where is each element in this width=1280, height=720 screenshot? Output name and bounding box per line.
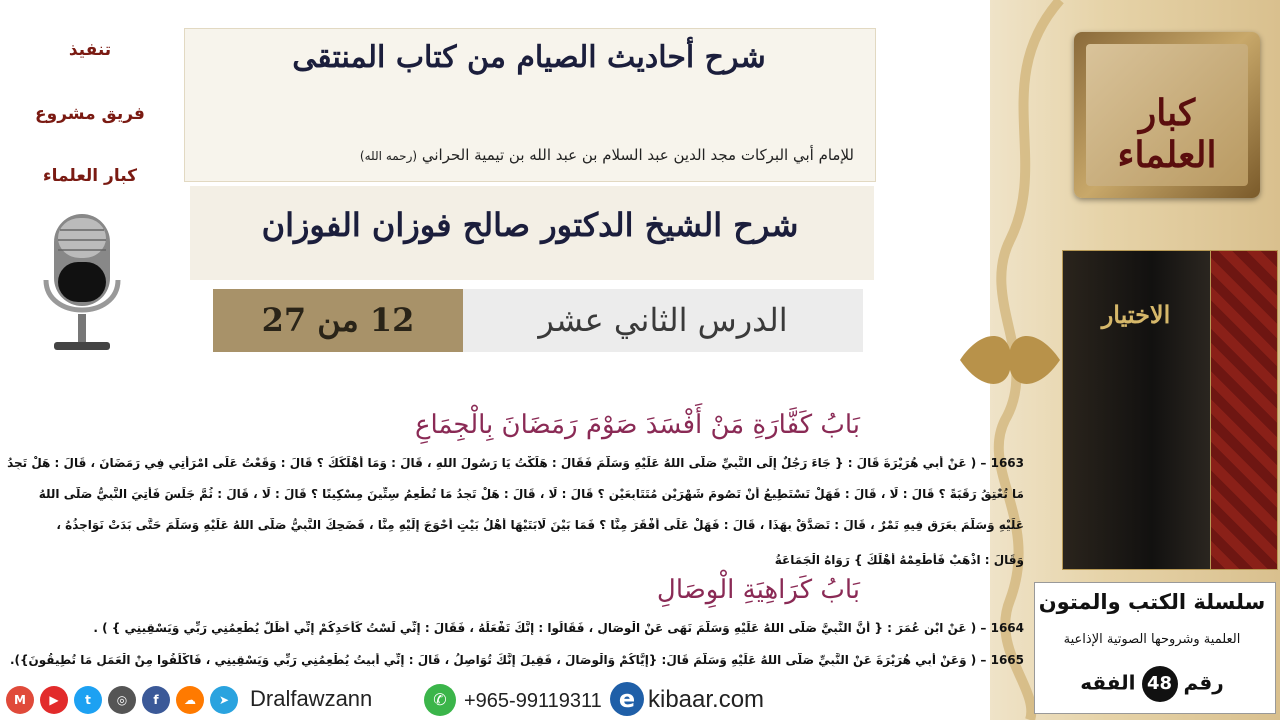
series-category: الفقه [1080, 670, 1136, 695]
subtitle [190, 146, 854, 164]
facebook-icon[interactable]: f [142, 686, 170, 714]
hadith-line: 1665 – ( وَعَنْ أَبِي هُرَيْرَةَ عَنْ النَّبِيِّ صَلَّى اللهُ عَلَيْهِ وَسَلَّمَ قَالَ: {إِيَّاكُمْ وَالْوِصَالَ ، فَقِيلَ إِنَّكَ تُوَاصِلُ ، قَالَ : إِنِّي أَبِيتُ يُطْعِمُنِي رَبِّي وَيَسْقِينِي ، فَاكْلُفُوا مِنْ الْعَمَلِ مَا تُطِيقُونَ}). [9, 653, 1024, 667]
hadith-line: 1663 – ( عَنْ أَبِي هُرَيْرَةَ قَالَ : { جَاءَ رَجُلٌ إِلَى النَّبِيِّ صَلَّى اللهُ عَلَيْهِ وَسَلَّمَ فَقَالَ : هَلَكْتُ يَا رَسُولَ اللهِ ، قَالَ : وَمَا أَهْلَكَكَ ؟ قَالَ : وَقَعْتُ عَلَى امْرَأَتِي فِي رَمَضَانَ ، قَالَ : هَلْ تَجِدُ [7, 456, 1024, 470]
series-subtitle: العلمية وشروحها الصوتية الإذاعية [1063, 632, 1241, 647]
instagram-icon[interactable]: ◎ [108, 686, 136, 714]
kibar-logo: كبار العلماء [1117, 92, 1217, 176]
microphone-icon [40, 210, 124, 356]
book-cover [1062, 250, 1212, 570]
subtitle-note: (رحمه الله) [359, 149, 418, 163]
social-handle[interactable]: Dralfawzann [250, 686, 373, 711]
chapter-heading: بَابُ كَرَاهِيَةِ الْوِصَالِ [656, 575, 860, 605]
telegram-icon[interactable]: ➤ [210, 686, 238, 714]
chapter-heading: بَابُ كَفَّارَةِ مَنْ أَفْسَدَ صَوْمَ رَمَضَانَ بِالْجِمَاعِ [414, 410, 860, 440]
whatsapp-icon[interactable]: ✆ [424, 684, 456, 716]
hadith-line: 1664 – ( عَنْ ابْنِ عُمَرَ : { أَنَّ النَّبِيَّ صَلَّى اللهُ عَلَيْهِ وَسَلَّمَ نَهَى عَنْ الْوِصَالِ ، فَقَالُوا : إِنَّكَ تَفْعَلُهُ ، فَقَالَ : إِنِّي لَسْتُ كَأَحَدِكُمْ إِنِّي أَظَلُّ يُطْعِمُنِي رَبِّي وَيَسْقِينِي } ) . [93, 621, 1024, 635]
lesson-count: 12 من 27 [213, 289, 463, 352]
gmail-icon[interactable]: M [6, 686, 34, 714]
youtube-icon[interactable]: ▶ [40, 686, 68, 714]
series-number: 48 [1142, 666, 1178, 702]
twitter-icon[interactable]: t [74, 686, 102, 714]
book-title: الاختيار [1101, 300, 1171, 329]
hadith-line: عَلَيْهِ وَسَلَّمَ بِعَرَقٍ فِيهِ تَمْرٌ ، قَالَ : تَصَدَّقْ بِهَذَا ، قَالَ : فَهَلْ عَلَى أَفْقَرَ مِنَّا ؟ فَمَا بَيْنَ لَابَتَيْهَا أَهْلُ بَيْتٍ أَحْوَجَ إِلَيْهِ مِنَّا ، فَضَحِكَ النَّبِيُّ صَلَّى اللهُ عَلَيْهِ وَسَلَّمَ حَتَّى بَدَتْ نَوَاجِذُهُ ، [56, 518, 1024, 532]
page-title: شرح أحاديث الصيام من كتاب المنتقى [292, 40, 766, 75]
subtitle-text: للإمام أبي البركات مجد الدين عبد السلام بن عبد الله بن تيمية الحراني [421, 146, 854, 164]
hadith-line: وَقَالَ : اذْهَبْ فَأَطْعِمْهُ أَهْلَكَ } رَوَاهُ الْجَمَاعَةُ [774, 553, 1024, 567]
credit-line: فريق مشروع [35, 104, 145, 124]
series-label: رقم [1183, 670, 1224, 695]
credit-line: كبار العلماء [42, 166, 138, 186]
lesson-name: الدرس الثاني عشر [463, 289, 863, 352]
credit-line: تنفيذ [68, 40, 112, 60]
series-number-row [1034, 666, 1270, 702]
website-prefix: e [610, 682, 644, 716]
website-link[interactable]: kibaar.com [648, 686, 765, 713]
book-spine [1210, 250, 1278, 570]
soundcloud-icon[interactable]: ☁ [176, 686, 204, 714]
sheikh-name: شرح الشيخ الدكتور صالح فوزان الفوزان [261, 206, 799, 244]
phone-number[interactable]: +965-99119311 [464, 690, 602, 712]
series-title: سلسلة الكتب والمتون [1038, 590, 1266, 614]
hadith-line: مَا تُعْتِقُ رَقَبَةً ؟ قَالَ : لَا ، قَالَ : فَهَلْ تَسْتَطِيعُ أَنْ تَصُومَ شَهْرَيْنِ مُتَتَابِعَيْنِ ؟ قَالَ : لَا ، قَالَ : هَلْ تَجِدُ مَا تُطْعِمُ سِتِّينَ مِسْكِينًا ؟ قَالَ : لَا ، قَالَ : ثُمَّ جَلَسَ فَأُتِيَ النَّبِيُّ صَلَّى اللهُ [38, 487, 1024, 501]
